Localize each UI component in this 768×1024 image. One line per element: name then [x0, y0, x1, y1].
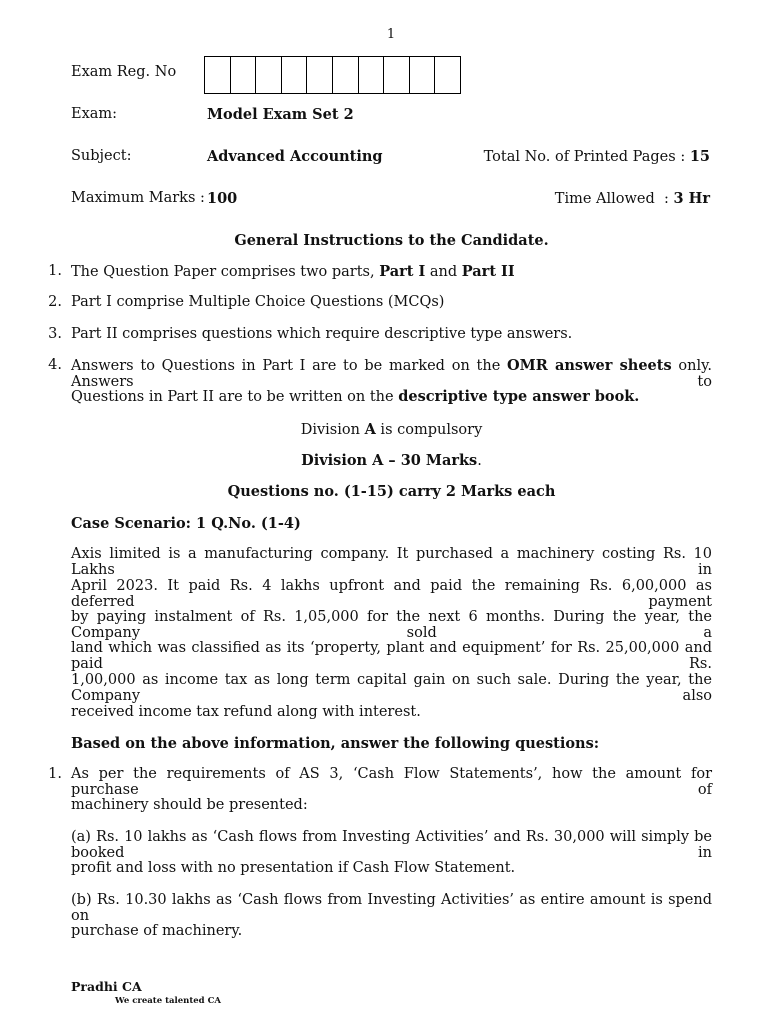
time-allowed-label: Time Allowed : — [554, 191, 669, 207]
instruction-number: 1. — [48, 263, 62, 279]
question-line: As per the requirements of AS 3, ‘Cash Flow Statements’, how the amount for purchase of — [71, 766, 712, 798]
instruction-number: 2. — [48, 294, 62, 310]
division-heading — [71, 452, 712, 469]
reg-box[interactable] — [333, 57, 359, 93]
printed-pages — [484, 148, 710, 165]
reg-box[interactable] — [307, 57, 333, 93]
case-title: Case Scenario: 1 Q.No. (1-4) — [71, 515, 301, 532]
option-a-line: (a) Rs. 10 lakhs as ‘Cash flows from Investing Activities’ and Rs. 30,000 will simply be booked in — [71, 829, 712, 861]
instruction-text: and — [425, 264, 462, 280]
reg-box[interactable] — [359, 57, 385, 93]
reg-box[interactable] — [205, 57, 231, 93]
instruction-text: Questions in Part II are to be written on the — [71, 389, 399, 405]
based-on-heading: Based on the above information, answer the following questions: — [71, 735, 600, 752]
option-a-line: profit and loss with no presentation if Cash Flow Statement. — [71, 860, 516, 876]
option-b-line: (b) Rs. 10.30 lakhs as ‘Cash flows from Investing Activities’ as entire amount is spend on — [71, 892, 712, 924]
division-note-text: is compulsory — [375, 422, 483, 438]
footer-brand: Pradhi CA — [71, 979, 142, 994]
printed-pages-label: Total No. of Printed Pages : — [483, 149, 686, 165]
instruction-text: Part II comprises questions which require descriptive type answers. — [71, 326, 573, 342]
reg-box[interactable] — [256, 57, 282, 93]
instruction-bold: Part I — [379, 263, 426, 280]
question-number: 1. — [48, 766, 62, 782]
instruction-text: Answers to Questions in Part I are to be marked on the — [71, 358, 508, 374]
reg-box[interactable] — [282, 57, 308, 93]
case-line: received income tax refund along with interest. — [71, 704, 421, 720]
case-line: 1,00,000 as income tax as long term capital gain on such sale. During the year, the Company also — [71, 672, 712, 704]
exam-reg-boxes[interactable] — [204, 56, 461, 94]
exam-reg-label: Exam Reg. No — [71, 64, 177, 80]
instruction-number: 4. — [48, 357, 62, 373]
instruction-bold: descriptive type answer book. — [398, 388, 640, 405]
reg-box[interactable] — [410, 57, 436, 93]
instruction-text: Part I comprise Multiple Choice Questions (MCQs) — [71, 294, 445, 310]
instruction-bold: Part II — [461, 263, 515, 280]
footer-tagline: We create talented CA — [115, 996, 221, 1006]
instruction-text: The Question Paper comprises two parts, — [71, 264, 380, 280]
instruction-bold: OMR answer sheets — [507, 357, 672, 374]
instruction-text: only. Answers to — [71, 358, 712, 390]
case-line: Axis limited is a manufacturing company. It purchased a machinery costing Rs. 10 Lakhs in — [71, 546, 712, 578]
exam-label: Exam: — [71, 106, 118, 122]
max-marks-value: 100 — [207, 190, 238, 207]
subject-label: Subject: — [71, 148, 132, 164]
reg-box[interactable] — [435, 57, 460, 93]
reg-box[interactable] — [231, 57, 257, 93]
division-note — [71, 421, 712, 438]
division-note-text: Division — [300, 422, 365, 438]
case-line: land which was classified as its ‘property, plant and equipment’ for Rs. 25,00,000 and paid Rs. — [71, 640, 712, 672]
reg-box[interactable] — [384, 57, 410, 93]
exam-value: Model Exam Set 2 — [207, 106, 354, 123]
subject-value: Advanced Accounting — [207, 148, 383, 165]
time-allowed — [555, 190, 710, 207]
question-line: machinery should be presented: — [71, 797, 308, 813]
division-heading-tail: . — [477, 453, 482, 469]
case-line: April 2023. It paid Rs. 4 lakhs upfront and paid the remaining Rs. 6,00,000 as deferred payment — [71, 578, 712, 610]
questions-heading: Questions no. (1-15) carry 2 Marks each — [227, 483, 556, 500]
instructions-title: General Instructions to the Candidate. — [234, 232, 549, 249]
page-number: 1 — [386, 27, 396, 42]
max-marks-label: Maximum Marks : — [71, 190, 205, 206]
option-b-line: purchase of machinery. — [71, 923, 243, 939]
division-heading-text: Division A – 30 Marks — [301, 452, 478, 469]
time-allowed-value: 3 Hr — [673, 190, 710, 207]
division-note-bold: A — [364, 421, 376, 438]
instruction-number: 3. — [48, 326, 62, 342]
case-line: by paying instalment of Rs. 1,05,000 for the next 6 months. During the year, the Company sold a — [71, 609, 712, 641]
printed-pages-value: 15 — [689, 148, 710, 165]
